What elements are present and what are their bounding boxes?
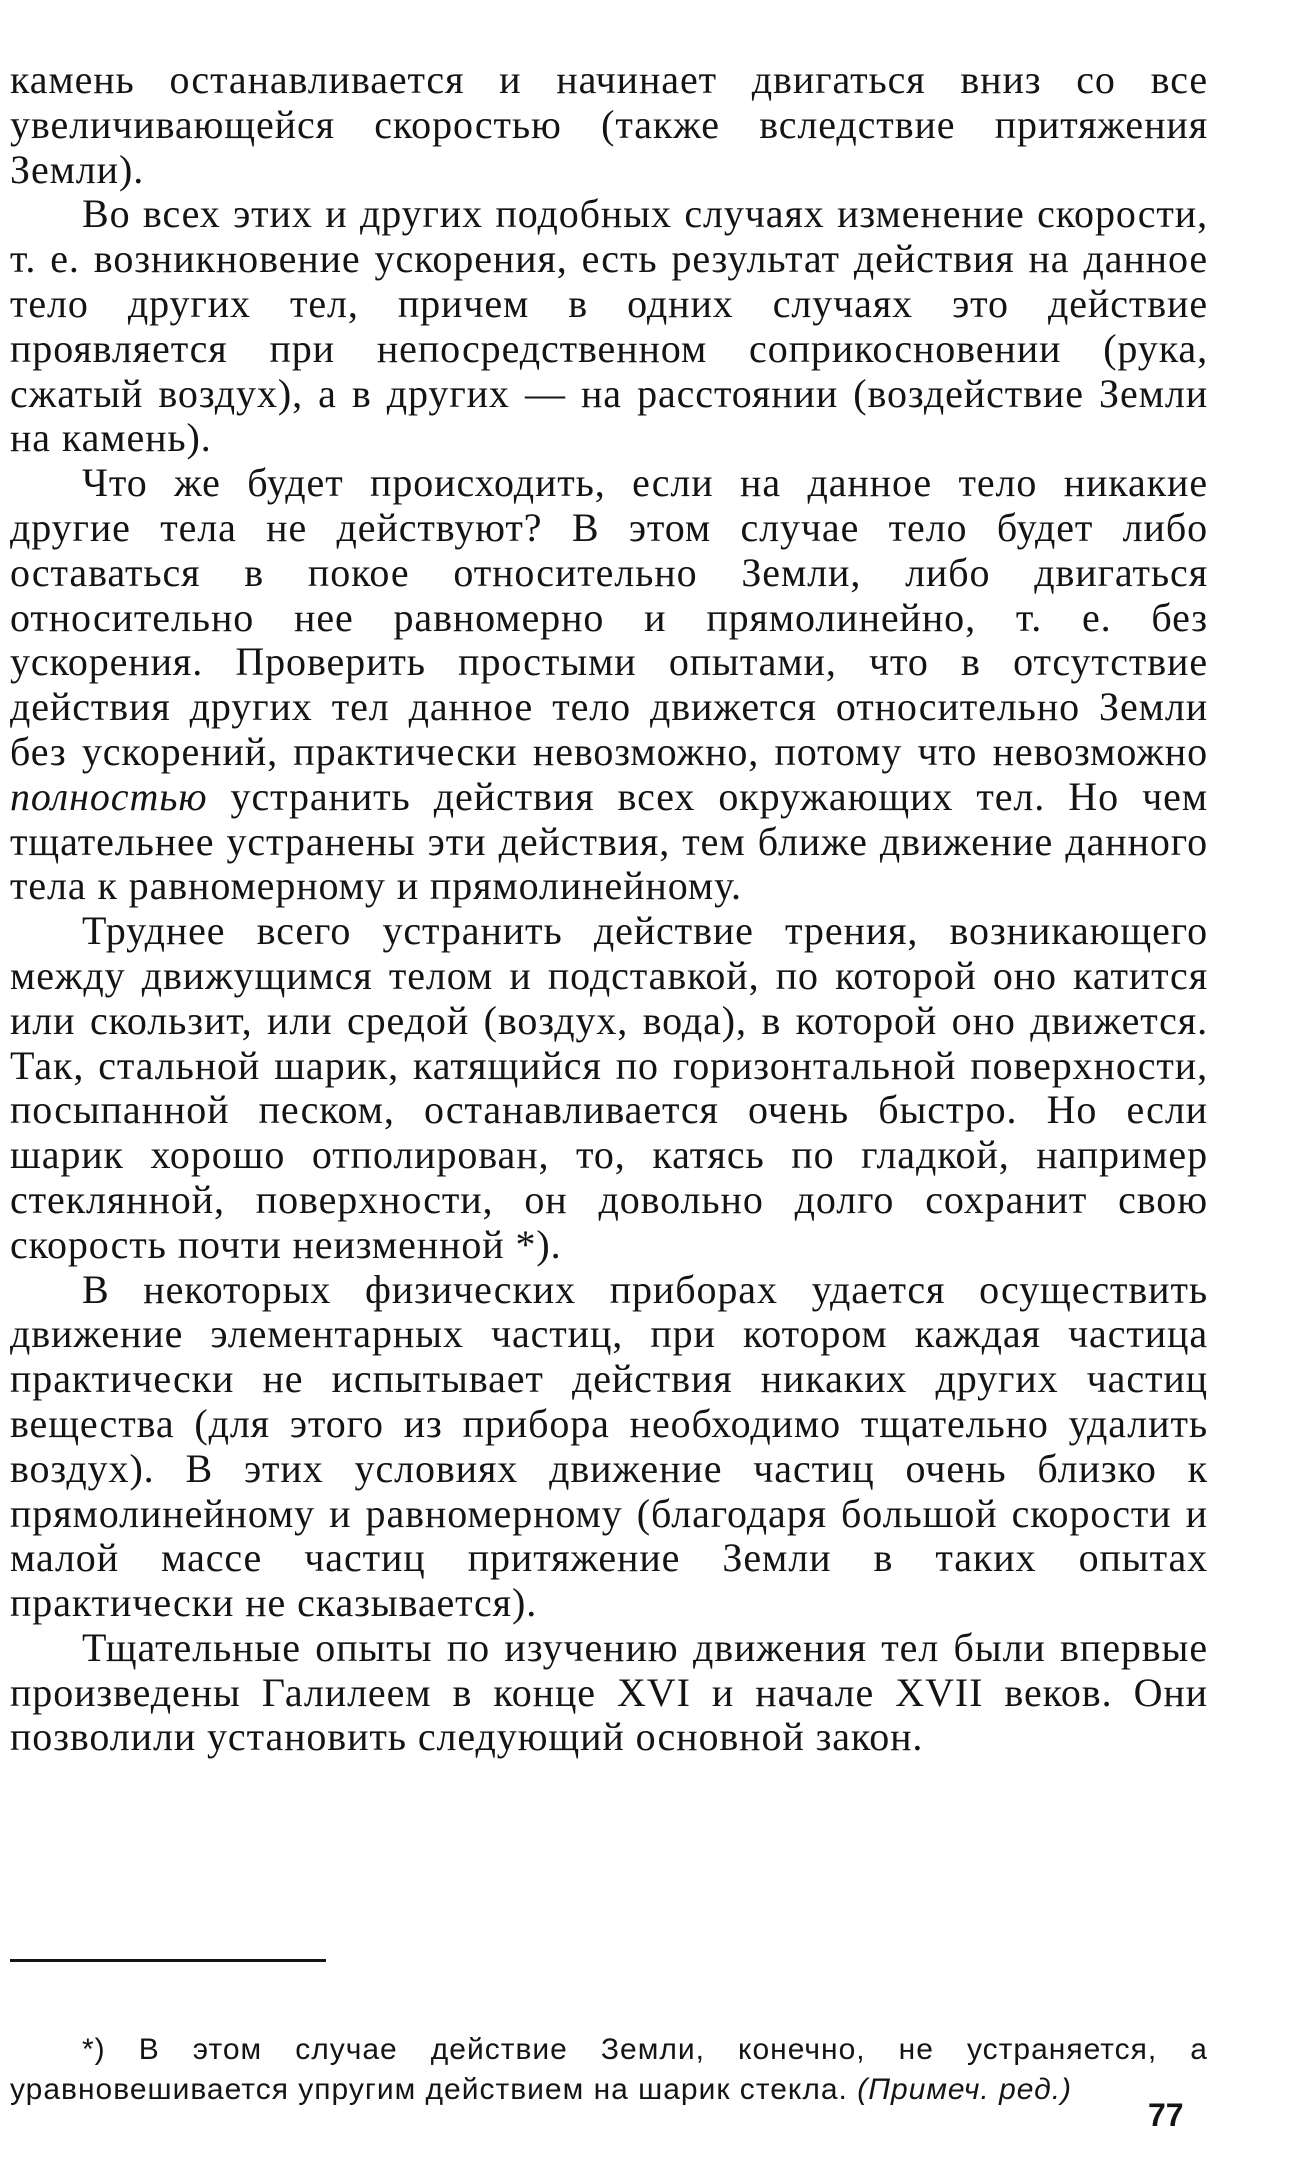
page-body	[10, 58, 1208, 1760]
page-number: 77	[1148, 2097, 1184, 2133]
paragraph-3	[10, 461, 1208, 909]
paragraph-3-text-before: Что же будет происходить, если на данное тело никакие другие тела не действуют? В этом случае тело будет либо оставаться в покое относительно Земли, либо двигаться относительно нее равномерно и прямолинейно, т. е. без ускорения. Проверить простыми опытами, что в отсутствие действия других тел данное тело движется относительно Земли без ускорений, практически невозможно, потому что невозможно	[10, 460, 1208, 774]
paragraph-3-italic-word: полностью	[10, 773, 208, 819]
footnote-divider	[10, 1959, 326, 1962]
footnote-italic-note: (Примеч. ред.)	[857, 2073, 1073, 2106]
paragraph-2: Во всех этих и других подобных случаях изменение скорости, т. е. возникновение ускорения, есть результат действия на данное тело других тел, причем в одних случаях это действие проявляется при непосредственном соприкосновении (рука, сжатый воздух), а в других — на расстоянии (воздействие Земли на камень).	[10, 191, 1208, 461]
footnote-text: *) В этом случае действие Земли, конечно, не устраняется, а уравновешивается упругим действием на шарик стекла.	[10, 2033, 1208, 2106]
paragraph-4: Труднее всего устранить действие трения, возникающего между движущимся телом и подставкой, по которой оно катится или скользит, или средой (воздух, вода), в которой оно движется. Так, стальной шарик, катящийся по горизонтальной поверхности, посыпанной песком, останавливается очень быстро. Но если шарик хорошо отполирован, то, катясь по гладкой, например стеклянной, поверхности, он довольно долго сохранит свою скорость почти неизменной *).	[10, 908, 1208, 1267]
paragraph-5: В некоторых физических приборах удается осуществить движение элементарных частиц, при котором каждая частица практически не испытывает действия никаких других частиц вещества (для этого из прибора необходимо тщательно удалить воздух). В этих условиях движение частиц очень близко к прямолинейному и равномерному (благодаря большой скорости и малой массе частиц притяжение Земли в таких опытах практически не сказывается).	[10, 1266, 1208, 1626]
paragraph-6: Тщательные опыты по изучению движения тел были впервые произведены Галилеем в конце XVI и начале XVII веков. Они позволили установить следующий основной закон.	[10, 1624, 1208, 1760]
paragraph-3-text-after: устранить действия всех окружающих тел. Но чем тщательнее устранены эти действия, тем ближе движение данного тела к равномерному и прямолинейному.	[10, 773, 1208, 909]
paragraph-1: камень останавливается и начинает двигаться вниз со все увеличивающейся скоростью (также вследствие притяжения Земли).	[10, 57, 1208, 192]
footnote	[10, 2030, 1208, 2110]
